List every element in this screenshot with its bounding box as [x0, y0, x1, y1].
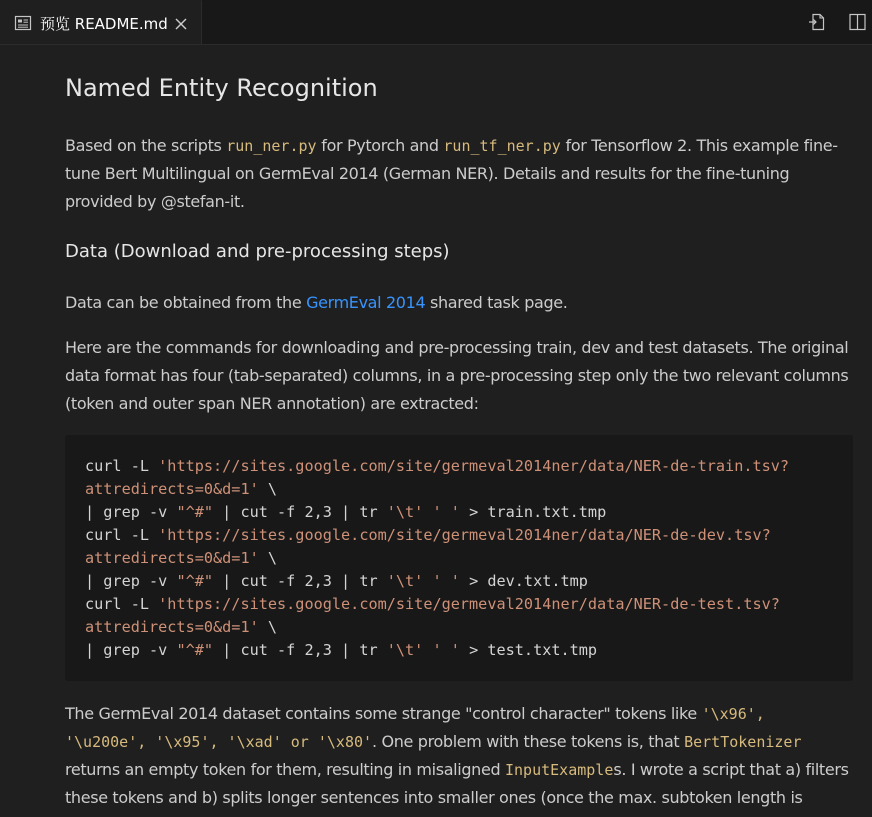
text-line: (token and outer span NER annotation) are extracted: [65, 394, 479, 413]
open-preview-source-icon[interactable] [808, 13, 828, 31]
text-run: shared task page. [425, 293, 568, 312]
text-line: these tokens and b) splits longer sentences into smaller ones (once the max. subtoken length is [65, 788, 803, 807]
tokens-paragraph [65, 700, 855, 812]
text-run: Based on the scripts [65, 136, 227, 155]
inline-code: InputExample [504, 761, 614, 779]
inline-code: '\x96', [701, 705, 765, 723]
page-title: Named Entity Recognition [65, 74, 378, 102]
tab-readme-preview[interactable] [0, 0, 202, 44]
code-block[interactable] [65, 435, 853, 681]
inline-code: BertTokenizer [684, 733, 802, 751]
inline-code: '\u200e', '\x95', '\xad' or '\x80' [65, 733, 373, 751]
text-run: for Pytorch and [316, 136, 444, 155]
section-heading-data: Data (Download and pre-processing steps) [65, 241, 450, 262]
text-line: Here are the commands for downloading and pre-processing train, dev and test datasets. The original [65, 338, 849, 357]
split-editor-icon[interactable] [848, 13, 868, 31]
text-run: . One problem with these tokens is, that [372, 732, 685, 751]
text-run: Data can be obtained from the [65, 293, 307, 312]
tab-label: 预览 README.md [40, 15, 168, 33]
text-run: for Tensorflow 2. This example fine- [560, 136, 838, 155]
text-run: The GermEval 2014 dataset contains some strange "control character" tokens like [65, 704, 702, 723]
text-run: s. I wrote a script that a) filters [613, 760, 849, 779]
preview-icon [14, 15, 32, 31]
text-line: provided by @stefan-it. [65, 192, 245, 211]
editor-tab-bar [0, 0, 872, 45]
text-line: tune Bert Multilingual on GermEval 2014 (German NER). Details and results for the fine-tuning [65, 164, 790, 183]
code-content: curl -L 'https://sites.google.com/site/germeval2014ner/data/NER-de-train.tsv? attredirects=0&d=1' \ | grep -v "^#" | cut -f 2,3 | tr '\t' ' ' > train.txt.tmp curl -L 'https://sites.google.com/site/germeval2014ner/data/NER-de-dev.tsv? attredirects=0&d=1' \ | grep -v "^#" | cut -f 2,3 | tr '\t' ' ' > dev.txt.tmp curl -L 'https://sites.google.com/site/germeval2014ner/data/NER-de-test.tsv? attredirects=0&d=1' \ | grep -v "^#" | cut -f 2,3 | tr '\t' ' ' > test.txt.tmp [85, 457, 790, 659]
text-run: returns an empty token for them, resulting in misaligned [65, 760, 505, 779]
data-paragraph [65, 289, 855, 317]
text-line: data format has four (tab-separated) columns, in a pre-processing step only the two relevant columns [65, 366, 849, 385]
inline-code: run_ner.py [226, 137, 317, 155]
close-icon[interactable] [174, 16, 188, 30]
inline-code: run_tf_ner.py [443, 137, 561, 155]
commands-paragraph [65, 334, 855, 418]
germeval-link[interactable]: GermEval 2014 [306, 293, 426, 312]
intro-paragraph [65, 132, 855, 216]
